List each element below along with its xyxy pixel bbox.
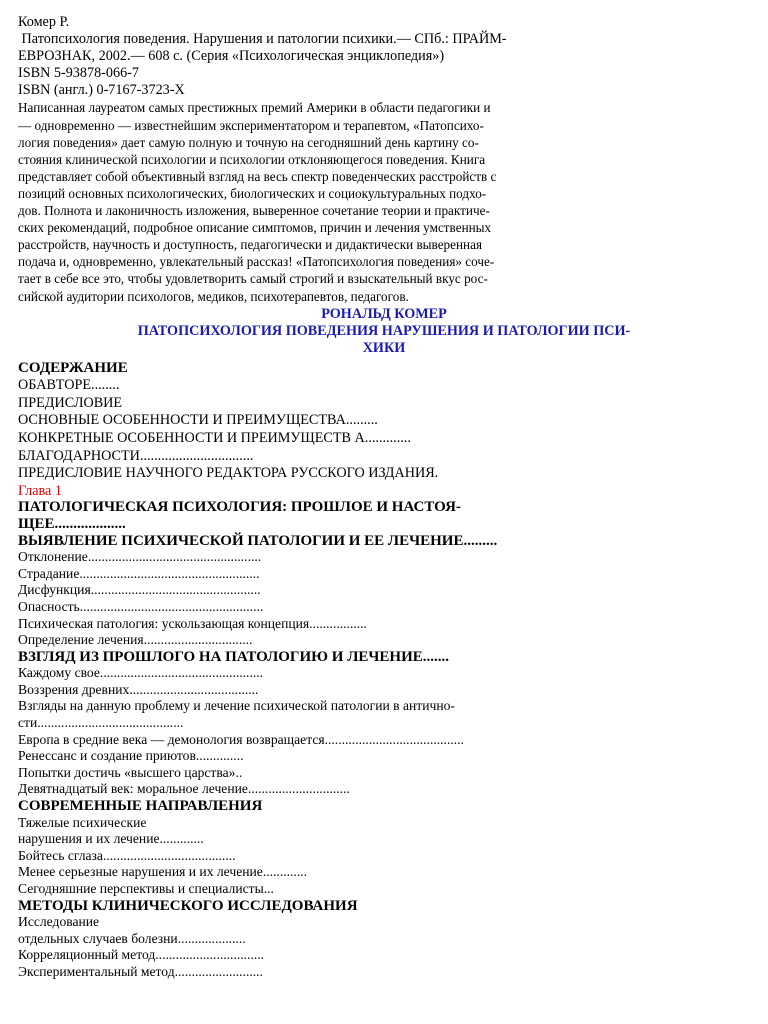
toc-entry-title: Исследование	[18, 914, 100, 930]
toc-entry[interactable]	[18, 582, 750, 599]
toc-entry-leader: .............	[262, 864, 308, 880]
abstract	[18, 99, 750, 304]
toc-entry[interactable]	[18, 831, 750, 848]
toc-entry-leader: ........	[91, 377, 120, 394]
toc-entry[interactable]	[18, 964, 750, 981]
toc-front-matter	[18, 377, 750, 483]
toc-entry[interactable]	[18, 549, 750, 566]
book-title-line-1: ПАТОПСИХОЛОГИЯ ПОВЕДЕНИЯ НАРУШЕНИЯ И ПАТОЛОГИИ ПСИ-	[137, 322, 631, 339]
toc-entry[interactable]	[18, 765, 750, 782]
toc-entry-title: Каждому свое	[18, 665, 100, 681]
toc-section	[18, 649, 750, 798]
abstract-line: ских рекомендаций, подробное описание симптомов, причин и лечения умственных	[18, 220, 492, 236]
abstract-line: — одновременно — известнейшим экспериментатором и терапевтом, «Патопсихо-	[18, 117, 484, 133]
toc-section-heading[interactable]: СОВРЕМЕННЫЕ НАПРАВЛЕНИЯ	[18, 798, 263, 815]
toc-entry-title: БЛАГОДАРНОСТИ	[18, 447, 140, 464]
toc-heading: СОДЕРЖАНИЕ	[18, 359, 128, 376]
toc-entry[interactable]	[18, 430, 750, 448]
toc-entry[interactable]	[18, 465, 750, 483]
abstract-line: позиций основных психологических, биологических и социокультуральных подхо-	[18, 185, 487, 201]
toc-entry-leader: .............	[364, 429, 411, 446]
toc-entry-title: Определение лечения	[18, 632, 144, 648]
toc-entry-title: ПРЕДИСЛОВИЕ	[18, 394, 123, 411]
toc-entry-leader: ..	[235, 764, 243, 780]
toc-section	[18, 798, 750, 898]
toc-entry-title: ОСНОВНЫЕ ОСОБЕННОСТИ И ПРЕИМУЩЕСТВА	[18, 412, 346, 429]
toc-entry-leader: ................................	[155, 947, 265, 963]
abstract-line: логия поведения» дает самую полную и точную на сегодняшний день картину со-	[18, 134, 479, 150]
toc-entry-title: Попытки достичь «высшего царства»	[18, 764, 236, 780]
toc-entry-leader: ..............................	[247, 781, 350, 797]
toc-entry-leader: ..........................	[174, 963, 263, 979]
toc-entry[interactable]	[18, 682, 750, 699]
toc-entry-title: Страдание	[18, 565, 80, 581]
toc-entry-leader: ................................................	[99, 665, 264, 681]
toc-entry-leader: .....................................................	[79, 565, 260, 581]
toc-entry[interactable]	[18, 732, 750, 749]
title-line-1: Патопсихология поведения. Нарушения и патологии психики.— СПб.: ПРАЙМ-	[18, 31, 507, 48]
toc-entry-title: Европа в средние века — демонология возвращается	[18, 731, 325, 747]
toc-entry-leader: ...................................................	[87, 549, 262, 565]
toc-entry-leader: ...	[263, 881, 274, 896]
toc-entry-leader: ......................................	[129, 681, 259, 697]
toc-entry[interactable]	[18, 715, 750, 732]
toc-entry[interactable]	[18, 377, 750, 395]
toc-entry[interactable]	[18, 599, 750, 616]
toc-entry[interactable]	[18, 914, 750, 931]
chapter-title-line-1: ПАТОЛОГИЧЕСКАЯ ПСИХОЛОГИЯ: ПРОШЛОЕ И НАСТОЯ-	[18, 499, 461, 516]
toc-entry-title: Воззрения древних	[18, 681, 130, 697]
toc-entry[interactable]	[18, 748, 750, 765]
toc-entry-leader: ....................	[177, 930, 246, 946]
toc-entry[interactable]	[18, 848, 750, 865]
toc-entry-leader: .............	[159, 831, 204, 847]
toc-entry[interactable]	[18, 698, 750, 715]
toc-section-heading[interactable]: ВЗГЛЯД ИЗ ПРОШЛОГО НА ПАТОЛОГИЮ И ЛЕЧЕНИЕ.......	[18, 648, 449, 665]
toc-entry-title: Корреляционный метод	[18, 947, 156, 963]
toc-entry-title: Опасность	[18, 598, 80, 614]
abstract-line: сийской аудитории психологов, медиков, психотерапевтов, педагогов.	[18, 288, 409, 304]
toc-entry-leader: .........................................	[324, 731, 464, 747]
bibliographic-header	[18, 14, 750, 99]
toc-entry-title: ПРЕДИСЛОВИЕ НАУЧНОГО РЕДАКТОРА РУССКОГО ИЗДАНИЯ.	[18, 465, 439, 482]
toc-entry[interactable]	[18, 881, 750, 898]
toc-entry-leader: ................................	[139, 447, 254, 464]
toc-entry[interactable]	[18, 632, 750, 649]
abstract-line: расстройств, научность и доступность, педагогически и дидактически выверенная	[18, 237, 483, 253]
toc-entry[interactable]	[18, 931, 750, 948]
toc-entry[interactable]	[18, 395, 750, 413]
toc-entry-leader: ...........................................	[37, 715, 184, 731]
isbn-line: ISBN 5-93878-066-7	[18, 65, 139, 82]
toc-entry-title: Ренессанс и создание приютов	[18, 748, 196, 764]
author-line: Комер Р.	[18, 14, 70, 30]
toc-entry-title: Девятнадцатый век: моральное лечение	[18, 781, 248, 797]
toc-entry-title: Сегодняшние перспективы и специалисты	[18, 881, 264, 896]
abstract-line: дов. Полнота и лаконичность изложения, выверенное сочетание теории и практиче-	[18, 203, 490, 219]
toc-entry-leader: ..............	[195, 748, 244, 764]
toc-entry-title: ОБАВТОРЕ	[18, 377, 92, 394]
toc-entry[interactable]	[18, 616, 750, 633]
toc-entry-title: нарушения и их лечение	[18, 831, 160, 847]
title-line-2: ЕВРОЗНАК, 2002.— 608 с. (Серия «Психологическая энциклопедия»)	[18, 48, 445, 65]
toc-entry-title: КОНКРЕТНЫЕ ОСОБЕННОСТИ И ПРЕИМУЩЕСТВ А	[18, 429, 365, 446]
toc-entry-title: Менее серьезные нарушения и их лечение	[18, 864, 263, 880]
abstract-line: стояния клинической психологии и психологии отклоняющегося поведения. Книга	[18, 151, 486, 167]
toc-entry-title: сти	[18, 715, 38, 731]
toc-entry[interactable]	[18, 815, 750, 832]
toc-entry[interactable]	[18, 665, 750, 682]
toc-section-heading[interactable]: ВЫЯВЛЕНИЕ ПСИХИЧЕСКОЙ ПАТОЛОГИИ И ЕЕ ЛЕЧЕНИЕ.........	[18, 532, 498, 549]
toc-entry-leader: .........	[345, 412, 378, 429]
toc-entry[interactable]	[18, 448, 750, 466]
toc-section	[18, 533, 750, 649]
toc-entry[interactable]	[18, 781, 750, 798]
toc-entry-leader: ................................	[143, 632, 253, 648]
abstract-line: Написанная лауреатом самых престижных премий Америки в области педагогики и	[18, 100, 491, 116]
toc-section-heading[interactable]: МЕТОДЫ КЛИНИЧЕСКОГО ИССЛЕДОВАНИЯ	[18, 897, 358, 914]
book-author: РОНАЛЬД КОМЕР	[321, 305, 447, 322]
toc-entry-title: Тяжелые психические	[18, 814, 147, 830]
toc-entry-title: Взгляды на данную проблему и лечение психической патологии в антично-	[18, 698, 455, 714]
toc-entry-title: Бойтесь сглаза	[18, 847, 103, 863]
toc-sections	[18, 533, 750, 981]
toc-entry-title: Отклонение	[18, 549, 88, 565]
toc-entry[interactable]	[18, 864, 750, 881]
toc-entry-title: Дисфункция	[18, 582, 91, 598]
toc-entry-title: Психическая патология: ускользающая концепция	[18, 615, 310, 631]
toc-section	[18, 898, 750, 981]
chapter-title-line-2: ЩЕЕ...................	[18, 515, 126, 532]
toc-entry-title: отдельных случаев болезни	[18, 930, 178, 946]
toc-entry[interactable]	[18, 947, 750, 964]
isbn-english-line: ISBN (англ.) 0-7167-3723-X	[18, 82, 185, 99]
toc-entry[interactable]	[18, 412, 750, 430]
abstract-line: подача и, одновременно, увлекательный рассказ! «Патопсихология поведения» соче-	[18, 254, 495, 270]
toc-entry-leader: ......................................................	[79, 598, 264, 614]
toc-entry-leader: ..................................................	[90, 582, 261, 598]
toc-entry-title: Экспериментальный метод	[18, 963, 175, 979]
toc-entry-leader: .......................................	[102, 847, 236, 863]
book-title-line-2: ХИКИ	[362, 339, 406, 356]
toc-entry[interactable]	[18, 566, 750, 583]
toc-entry-leader: .................	[309, 615, 367, 631]
chapter-label: Глава 1	[18, 482, 62, 499]
abstract-line: представляет собой объективный взгляд на весь спектр поведенческих расстройств с	[18, 168, 497, 184]
abstract-line: тает в себе все это, чтобы удовлетворить самый строгий и взыскательный вкус рос-	[18, 271, 488, 287]
